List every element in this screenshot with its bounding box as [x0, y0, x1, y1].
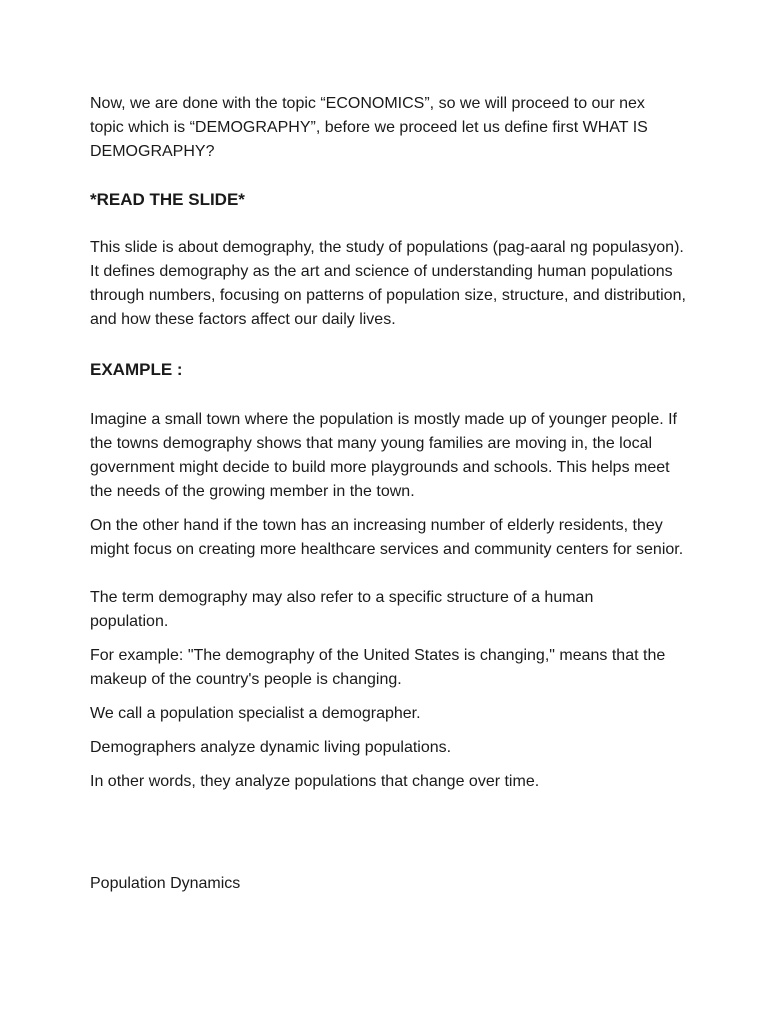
document-body	[90, 92, 690, 896]
term-paragraph: The term demography may also refer to a specific structure of a human population.	[90, 589, 594, 630]
example-paragraph-1: Imagine a small town where the population is mostly made up of younger people. If the towns demography shows that many young families are moving in, the local government might decide to build more playgrounds and schools. This helps meet the needs of the growing member in the town.	[90, 411, 677, 500]
for-example-paragraph: For example: "The demography of the United States is changing," means that the makeup of the country's people is changing.	[90, 647, 666, 688]
section-title: Population Dynamics	[90, 875, 241, 892]
example-paragraph-2: On the other hand if the town has an increasing number of elderly residents, they might focus on creating more healthcare services and community centers for senior.	[90, 517, 684, 558]
demographer-line: We call a population specialist a demographer.	[90, 705, 421, 722]
intro-paragraph: Now, we are done with the topic “ECONOMICS”, so we will proceed to our nex topic which is “DEMOGRAPHY”, before we proceed let us define first WHAT IS DEMOGRAPHY?	[90, 95, 648, 160]
read-slide-heading: *READ THE SLIDE*	[90, 190, 245, 209]
analyze-line: Demographers analyze dynamic living populations.	[90, 739, 452, 756]
example-heading: EXAMPLE :	[90, 360, 183, 379]
slide-explanation-paragraph: This slide is about demography, the study of populations (pag-aaral ng populasyon). It defines demography as the art and science of understanding human populations through numbers, focusing on patterns of population size, structure, and distribution, and how these factors affect our daily lives.	[90, 239, 686, 328]
other-words-line: In other words, they analyze populations that change over time.	[90, 773, 540, 790]
